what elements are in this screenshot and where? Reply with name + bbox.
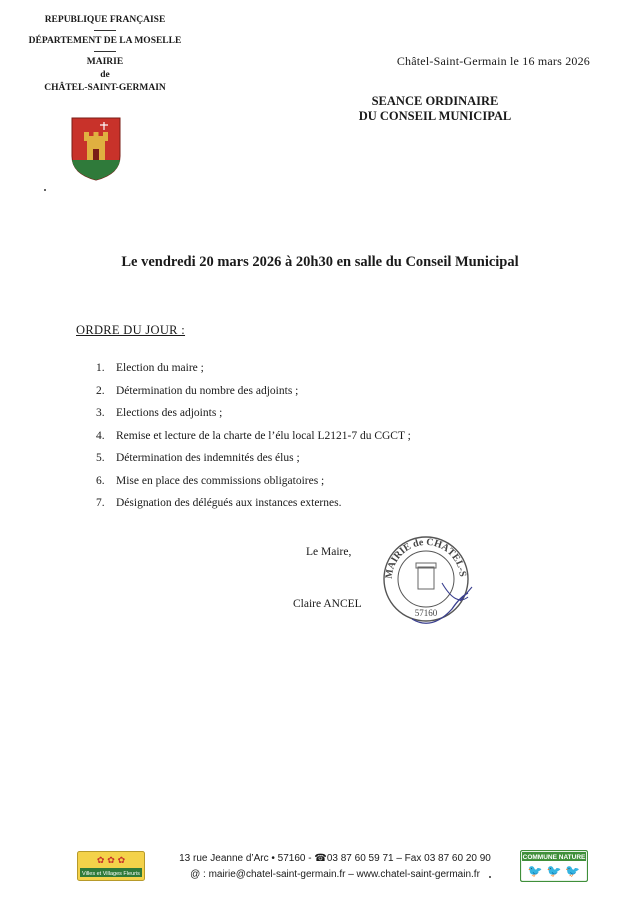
agenda-item-number: 3. xyxy=(96,407,105,419)
svg-text:MAIRIE de CHÂTEL-ST-GERMAIN: MAIRIE de CHÂTEL-S xyxy=(383,536,468,580)
seance-title xyxy=(330,94,540,124)
seance-line-1: SEANCE ORDINAIRE xyxy=(371,94,499,108)
svg-text:COMMUNE NATURE: COMMUNE NATURE xyxy=(522,854,586,861)
agenda-item-number: 2. xyxy=(96,384,105,397)
agenda-item-text: Désignation des délégués aux instances externes. xyxy=(116,497,342,509)
agenda-item-text: Election du maire ; xyxy=(116,362,204,374)
svg-text:57160: 57160 xyxy=(414,608,438,618)
agenda-item-number: 6. xyxy=(96,474,105,487)
agenda-item xyxy=(96,430,411,453)
meeting-announcement: Le vendredi 20 mars 2026 à 20h30 en salle du Conseil Municipal xyxy=(121,254,519,270)
commune-nature-logo xyxy=(520,850,588,882)
header-republique: REPUBLIQUE FRANÇAISE xyxy=(44,15,166,25)
agenda-item xyxy=(96,407,411,430)
agenda-item-text: Elections des adjoints ; xyxy=(116,407,223,419)
footer-web-contact: @ : mairie@chatel-saint-germain.fr – www.chatel-saint-germain.fr xyxy=(190,869,480,880)
agenda-item-number: 7. xyxy=(96,497,105,509)
agenda-item xyxy=(96,497,411,520)
header-de: de xyxy=(100,70,110,80)
seance-line-2: DU CONSEIL MUNICIPAL xyxy=(358,109,512,123)
svg-text:Villes et Villages Fleuris: Villes et Villages Fleuris xyxy=(82,871,140,877)
agenda-item xyxy=(96,362,411,385)
agenda-item-number: 4. xyxy=(96,429,105,442)
agenda-item xyxy=(96,385,411,408)
agenda-item-text: Remise et lecture de la charte de l’élu local L2121-7 du CGCT ; xyxy=(116,429,411,442)
svg-text:✿ ✿ ✿: ✿ ✿ ✿ xyxy=(96,856,126,866)
header-departement: DÉPARTEMENT DE LA MOSELLE xyxy=(28,36,182,46)
document-date: Châtel-Saint-Germain le 16 mars 2026 xyxy=(396,54,590,68)
header-mairie: MAIRIE xyxy=(86,57,124,67)
header-separator xyxy=(94,51,116,52)
agenda-item xyxy=(96,475,411,498)
footer-address: 13 rue Jeanne d’Arc • 57160 - ☎03 87 60 59 71 – Fax 03 87 60 20 90 xyxy=(179,853,491,864)
footer-contact xyxy=(150,851,520,883)
commune-crest-icon xyxy=(70,116,122,182)
agenda-list xyxy=(96,362,411,520)
agenda-item-number: 5. xyxy=(96,452,105,464)
villes-villages-fleuris-logo xyxy=(77,851,145,881)
agenda-item-text: Mise en place des commissions obligatoires ; xyxy=(116,474,325,487)
signatory-title: Le Maire, xyxy=(306,546,352,558)
mairie-stamp-icon xyxy=(372,523,480,631)
header-commune: CHÂTEL-SAINT-GERMAIN xyxy=(44,83,166,93)
svg-text:🐦 🐦 🐦: 🐦 🐦 🐦 xyxy=(527,864,581,878)
scan-speck xyxy=(44,189,46,191)
agenda-item-text: Détermination du nombre des adjoints ; xyxy=(116,384,299,397)
administrative-header xyxy=(20,14,190,95)
agenda-title: ORDRE DU JOUR : xyxy=(76,323,186,337)
signatory-name: Claire ANCEL xyxy=(293,598,362,610)
agenda-item xyxy=(96,452,411,475)
header-separator xyxy=(94,30,116,31)
agenda-item-text: Détermination des indemnités des élus ; xyxy=(116,452,300,464)
agenda-item-number: 1. xyxy=(96,362,105,374)
